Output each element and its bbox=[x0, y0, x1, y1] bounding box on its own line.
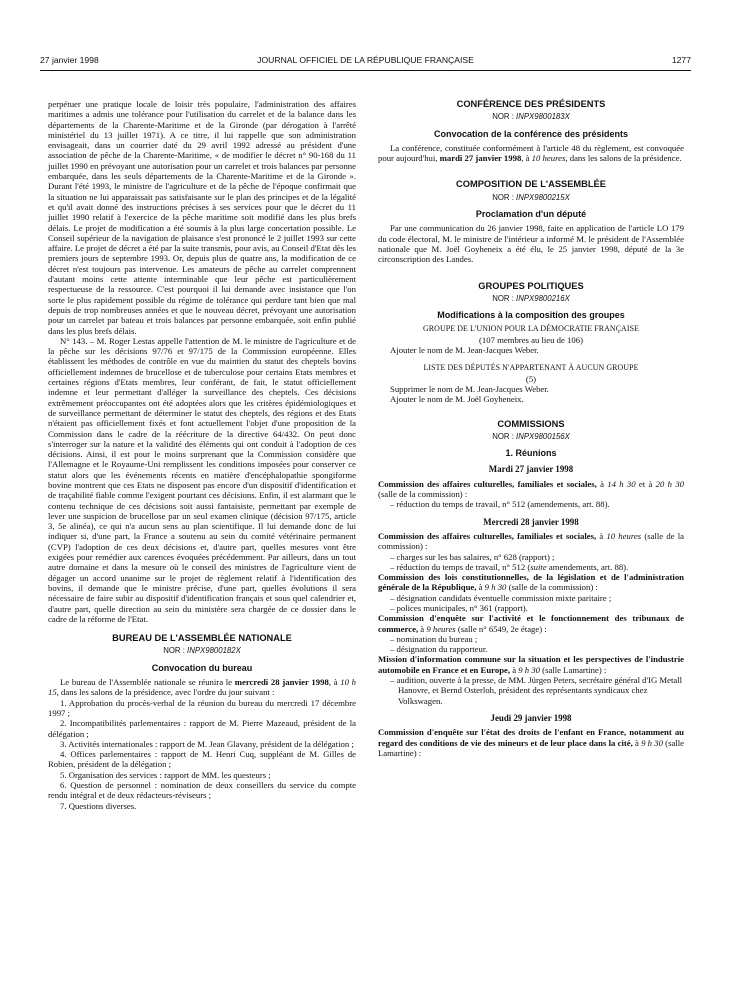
composition-nor: NOR : INPX9800215X bbox=[492, 192, 570, 202]
commission-item: – désignation du rapporteur. bbox=[390, 644, 488, 655]
commission-entry: Commission des affaires culturelles, familiales et sociales, à 14 h 30 et à 20 h 30 (salle de la commission) : bbox=[378, 478, 685, 500]
journal-title: JOURNAL OFFICIEL DE LA RÉPUBLIQUE FRANÇAISE bbox=[257, 55, 474, 65]
left-column bbox=[48, 99, 356, 811]
conference-text: La conférence, constituée conformément à l'article 48 du règlement, est convoquée pour aujourd'hui, mardi 27 janvier 1998, à 10 heures, dans les salons de la présidence. bbox=[378, 142, 684, 164]
commissions-title: COMMISSIONS bbox=[497, 418, 565, 429]
composition-title: COMPOSITION DE L'ASSEMBLÉE bbox=[456, 179, 606, 190]
commission-item: – audition, ouverte à la presse, de MM. Jürgen Peters, secrétaire général d'IG Metall Hanovre, et Bernd Osterloh, président des représentants syndicaux chez Volkswagen. bbox=[390, 675, 683, 706]
commission-item: – polices municipales, n° 361 (rapport). bbox=[390, 602, 528, 613]
groups-title: GROUPES POLITIQUES bbox=[478, 280, 584, 291]
conference-subtitle: Convocation de la conférence des présidents bbox=[433, 128, 629, 139]
day-heading: Mercredi 28 janvier 1998 bbox=[483, 516, 579, 527]
meetings-heading: 1. Réunions bbox=[505, 448, 557, 459]
bureau-intro: Le bureau de l'Assemblée nationale se réunira le mercredi 28 janvier 1998, à 10 h 15, dans les salons de la présidence, avec l'ordre du jour suivant : bbox=[48, 677, 357, 698]
agenda-item: 4. Offices parlementaires : rapport de M. Henri Cuq, suppléant de M. Gilles de Robien, président de la délégation ; bbox=[48, 749, 356, 770]
commission-item: – désignation candidats éventuelle commission mixte paritaire ; bbox=[390, 592, 612, 603]
composition-subtitle: Proclamation d'un député bbox=[475, 209, 587, 220]
agenda-item: 3. Activités internationales : rapport de M. Jean Glavany, président de la délégation ; bbox=[60, 738, 354, 749]
groups-subtitle: Modifications à la composition des groupes bbox=[437, 310, 625, 321]
commission-item: – réduction du temps de travail, n° 512 (suite amendements, art. 88). bbox=[390, 561, 629, 572]
group-none-count: (5) bbox=[525, 373, 537, 384]
bureau-subtitle: Convocation du bureau bbox=[151, 662, 253, 673]
agenda-item: 5. Organisation des services : rapport de MM. les questeurs ; bbox=[60, 769, 271, 780]
group-none-change: Ajouter le nom de M. Joël Goyheneix. bbox=[390, 394, 524, 405]
agenda-item: 2. Incompatibilités parlementaires : rapport de M. Pierre Mazeaud, président de la délégation ; bbox=[48, 718, 356, 739]
header-rule bbox=[40, 70, 691, 71]
commission-entry: Commission d'enquête sur l'état des droits de l'enfant en France, notamment au regard des conditions de vie des mineurs et de leur place dans la cité, à 9 h 30 (salle Lamartine) : bbox=[378, 727, 684, 758]
bureau-title: BUREAU DE L'ASSEMBLÉE NATIONALE bbox=[112, 633, 292, 644]
bureau-nor: NOR : INPX9800182X bbox=[163, 646, 241, 656]
groups-nor: NOR : INPX9800216X bbox=[492, 293, 570, 303]
group-udf-count: (107 membres au lieu de 106) bbox=[479, 334, 583, 345]
page-header bbox=[40, 55, 691, 67]
day-heading: Jeudi 29 janvier 1998 bbox=[490, 712, 572, 723]
commission-entry: Commission des affaires culturelles, familiales et sociales, à 10 heures (salle de la commission) : bbox=[378, 530, 685, 552]
commissions-nor: NOR : INPX9800156X bbox=[492, 431, 570, 441]
conference-nor: NOR : INPX9800183X bbox=[492, 112, 570, 122]
right-column bbox=[378, 99, 684, 758]
conference-title: CONFÉRENCE DES PRÉSIDENTS bbox=[456, 99, 606, 109]
commission-item: – réduction du temps de travail, n° 512 (amendements, art. 88). bbox=[390, 499, 610, 510]
agenda-item: 7. Questions diverses. bbox=[60, 800, 137, 811]
header-date: 27 janvier 1998 bbox=[40, 55, 99, 65]
group-none-name: LISTE DES DÉPUTÉS N'APPARTENANT À AUCUN GROUPE bbox=[423, 363, 639, 373]
group-udf-change: Ajouter le nom de M. Jean-Jacques Weber. bbox=[390, 345, 539, 356]
day-heading: Mardi 27 janvier 1998 bbox=[488, 464, 574, 475]
commission-item: – nomination du bureau ; bbox=[390, 633, 478, 644]
question-143-text: N° 143. – M. Roger Lestas appelle l'attention de M. le ministre de l'agriculture et de la pêche sur les décisions 97/76 et 97/175 de la Commission européenne. Elles établissent les méthodes de contrôle en vue du maintien du statut des cheptels bovins officiellement indemnes de brucellose et de tuberculose pour certains Etats membres et certaines régions d'Etats membres, leur conférant, de fait, le statut officiellement indemne et leur permettant d'alléger la surveillance des cheptels. Ces décisions extrêmement préoccupantes ont été adoptées alors que les critères épidémiologiques et de surveillance permettant de déterminer le statut des cheptels, des régions et des Etats n'étaient pas officiellement fixés et font actuellement l'objet d'une proposition de la Commission dans le cadre de la réécriture de la directive 64/432. On peut donc s'interroger sur la nature et la validité des éléments qui ont conduit à l'adoption de ces décisions. Ainsi, il est pour le moins surprenant que la Commission considère que l'Allemagne et le Royaume-Uni remplissent les conditions imposées pour conserver ce statut alors que les événements récents en matière d'encéphalopathie spongiforme bovine montrent que ces Etats ne disposent pas encore d'un dispositif d'identification et de traçabilité fiable comme l'exigent pourtant ces décisions. Enfin, il est alarmant que le contenu technique de ces décisions soit aussi fantaisiste, permettant par exemple de lever une suspicion de brucellose par un seul examen clinique (décision 97/175, article 3, 5e alinéa), ce qui n'a aucun sens au plan scientifique. Il lui demande donc de lui indiquer si, d'une part, la France a soutenu au sein du comité vétérinaire permanent (CVP) l'adoption de ces deux décisions et, d'autre part, quelles mesures vont être exigées pour remédier aux carences évoquées précédemment. Par ailleurs, dans un tout autre domaine et dans la mesure où le conseil des ministres de l'agriculture vient de dégager un accord unanime sur le projet de règlement relatif à l'identification des bovins, il demande que le ministre précise, d'une part, quelles évolutions il sera nécessaire de faire subir au dispositif d'identification français et sous quel calendrier et, d'autre part, quelle direction au sein du ministère sera chargée de ce dossier dans le cadre de la réforme de l'Etat. bbox=[48, 335, 356, 624]
group-udf-name: GROUPE DE L'UNION POUR LA DÉMOCRATIE FRANÇAISE bbox=[422, 324, 639, 334]
composition-text: Par une communication du 26 janvier 1998, faite en application de l'article LO 179 du code électoral, M. le ministre de l'intérieur a informé M. le président de l'Assemblée nationale que M. Joël Goyheneix a été élu, le 25 janvier 1998, député de la 3e circonscription des Landes. bbox=[378, 223, 684, 265]
group-none-change: Supprimer le nom de M. Jean-Jacques Weber. bbox=[390, 383, 549, 394]
agenda-item: 6. Question de personnel : nomination de deux conseillers du service du compte rendu intégral et de deux rédacteurs-réviseurs ; bbox=[48, 780, 356, 801]
commission-entry: Commission des lois constitutionnelles, de la législation et de l'administration générale de la République, à 9 h 30 (salle de la commission) : bbox=[378, 572, 684, 593]
page-number: 1277 bbox=[671, 55, 691, 65]
agenda-item: 1. Approbation du procès-verbal de la réunion du bureau du mercredi 17 décembre 1997 ; bbox=[48, 697, 356, 718]
commission-item: – charges sur les bas salaires, n° 628 (rapport) ; bbox=[390, 551, 555, 562]
commission-entry: Mission d'information commune sur la situation et les perspectives de l'industrie automobile en France et en Europe, à 9 h 30 (salle Lamartine) : bbox=[378, 654, 684, 675]
question-142-text: perpétuer une pratique locale de loisir très populaire, l'administration des affaires maritimes a admis une tolérance pour l'utilisation du carrelet et de la balance dans les départements de la Charente-Maritime et de la Gironde (par dérogation à l'arrêté ministériel du 13 juillet 1971). A ce titre, il lui rappelle que son administration envisageait, dans un courrier daté du 29 avril 1992 adressé au président d'une association de pêche de la Charente-Maritime, « de modifier le décret n° 90-168 du 11 juillet 1990 en prévoyant une autorisation pour un carrelet et trois balances par personne embarquée, dans les seuls départements de la Charente-Maritime et de la Gironde ». Durant l'été 1993, le ministre de l'agriculture et de la pêche de l'époque confirmait que la situation ne lui apparaissait pas satisfaisante sur le plan des principes et de la légalité et qu'il avait donné des instructions précises à ses services pour que le décret du 11 juillet 1990 relatif à l'exercice de la pêche maritime soit modifié dans les plus brefs délais. Le projet de modification a été soumis à la plus large concertation possible. Le Conseil supérieur de la navigation de plaisance s'est prononcé le 2 juillet 1993 sur cette affaire. Le projet de décret a été par la suite transmis, pour avis, au Conseil d'Etat dès les premiers jours de septembre 1993. Or, depuis plus de quatre ans, la modification de ce décret n'est toujours pas intervenue. Les amateurs de pêche au carrelet comprennent d'autant moins cette attente interminable que leur pêche est particulièrement respectueuse de la ressource. C'est pourquoi il lui demande avec insistance que l'on sorte le plus rapidement possible du régime de tolérance qui perdure tant bien que mal depuis de trop nombreuses années et que le nouveau décret, prévoyant une autorisation pour un carrelet par bateau et trois balances par personne embarquée, soit enfin publié dans les plus brefs délais. bbox=[48, 99, 356, 336]
commission-entry: Commission d'enquête sur l'activité et le fonctionnement des tribunaux de commerce, à 9 heures (salle n° 6549, 2e étage) : bbox=[378, 613, 684, 634]
